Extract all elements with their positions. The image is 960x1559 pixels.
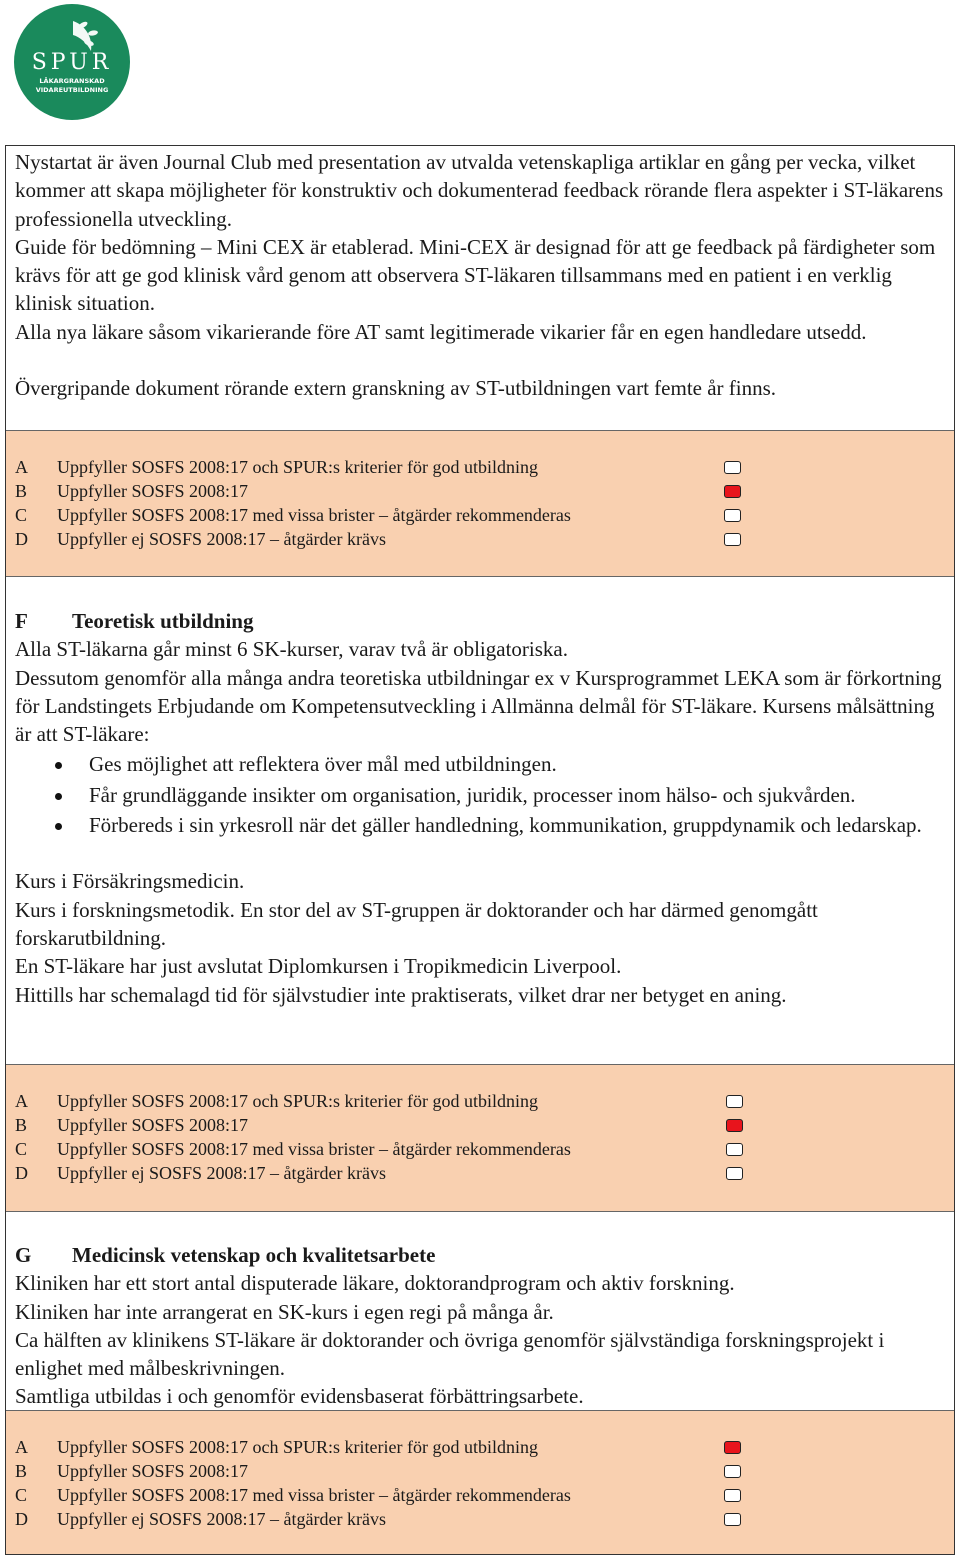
rating-row-b: B Uppfyller SOSFS 2008:17 [15,1459,954,1483]
svg-text:LÄKARGRANSKAD: LÄKARGRANSKAD [39,77,105,85]
checkbox-d[interactable] [724,533,741,546]
checkbox-d[interactable] [724,1513,741,1526]
rating-row-c: C Uppfyller SOSFS 2008:17 med vissa brister – åtgärder rekommenderas [15,503,954,527]
rating-row-d: D Uppfyller ej SOSFS 2008:17 – åtgärder krävs [15,527,954,551]
section-e-text [6,148,954,402]
paragraph: Alla ST-läkarna går minst 6 SK-kurser, varav två är obligatoriska. [15,637,568,662]
rating-row-a: A Uppfyller SOSFS 2008:17 och SPUR:s kriterier för god utbildning [15,1435,954,1459]
list-item: Förbereds i sin yrkesroll när det gäller handledning, kommunikation, gruppdynamik och ledarskap. [15,811,945,839]
bullet-list [15,750,945,839]
rating-row-a: A Uppfyller SOSFS 2008:17 och SPUR:s kriterier för god utbildning [15,1089,954,1113]
checkbox-b[interactable] [726,1119,743,1132]
rating-row-b: B Uppfyller SOSFS 2008:17 [15,479,954,503]
checkbox-c[interactable] [726,1143,743,1156]
paragraph: Övergripande dokument rörande extern granskning av ST-utbildningen vart femte år finns. [15,376,777,401]
checkbox-d[interactable] [726,1167,743,1180]
section-g [6,1241,954,1411]
rating-row-c: C Uppfyller SOSFS 2008:17 med vissa brister – åtgärder rekommenderas [15,1137,954,1161]
rating-block-e [6,430,954,577]
list-item: Ges möjlighet att reflektera över mål med utbildningen. [15,750,945,778]
rating-row-d: D Uppfyller ej SOSFS 2008:17 – åtgärder krävs [15,1507,954,1531]
svg-text:SPUR: SPUR [31,50,113,75]
checkbox-c[interactable] [724,509,741,522]
list-item: Får grundläggande insikter om organisation, juridik, processer inom hälso- och sjukvården. [15,781,945,809]
rating-block-f [6,1064,954,1212]
rating-block-g [6,1410,954,1554]
paragraph: Kliniken har inte arrangerat en SK-kurs i egen regi på många år. [15,1299,554,1324]
spur-logo [13,3,131,121]
checkbox-a[interactable] [726,1095,743,1108]
paragraph: Ca hälften av klinikens ST-läkare är doktorander och övriga genomför självständiga forskningsprojekt i enlighet med målbeskrivningen. [15,1327,885,1381]
paragraph: Nystartat är även Journal Club med presentation av utvalda vetenskapliga artiklar en gång per vecka, vilket kommer att skapa möjligheter för konstruktiv och dokumenterad feedback rörande flera aspekter i ST-läkarens professionella utveckling. [15,150,944,231]
paragraph: Hittills har schemalagd tid för självstudier inte praktiserats, vilket drar ner betyget en aning. [15,982,787,1007]
rating-row-d: D Uppfyller ej SOSFS 2008:17 – åtgärder krävs [15,1161,954,1185]
section-f [6,607,954,1009]
paragraph: Guide för bedömning – Mini CEX är etablerad. Mini-CEX är designad för att ge feedback på färdigheter som krävs för att ge god klinisk vård genom att observera ST-läkaren tillsammans med en patient i en verklig klinisk situation. [15,234,936,316]
section-f-heading: F Teoretisk utbildning [15,609,254,633]
paragraph: Kliniken har ett stort antal disputerade läkare, doktorandprogram och aktiv forskning. [15,1271,735,1296]
rating-row-a: A Uppfyller SOSFS 2008:17 och SPUR:s kriterier för god utbildning [15,455,954,479]
checkbox-b[interactable] [724,485,741,498]
paragraph: Alla nya läkare såsom vikarierande före AT samt legitimerade vikarier får en egen handledare utsedd. [15,319,867,344]
paragraph: Samtliga utbildas i och genomför evidensbaserat förbättringsarbete. [15,1384,584,1409]
rating-row-b: B Uppfyller SOSFS 2008:17 [15,1113,954,1137]
checkbox-a[interactable] [724,1441,741,1454]
paragraph: En ST-läkare har just avslutat Diplomkursen i Tropikmedicin Liverpool. [15,954,622,979]
paragraph: Kurs i forskningsmetodik. En stor del av ST-gruppen är doktorander och har därmed genomgått forskarutbildning. [15,897,818,950]
checkbox-b[interactable] [724,1465,741,1478]
paragraph: Dessutom genomför alla många andra teoretiska utbildningar ex v Kursprogrammet LEKA som är förkortning för Landstingets Erbjudande om Kompetensutveckling i Allmänna delmål för ST-läkare. Kursens målsättning är att ST-läkare: [15,665,942,747]
assessment-table [5,145,955,1555]
checkbox-a[interactable] [724,461,741,474]
svg-text:VIDAREUTBILDNING: VIDAREUTBILDNING [35,86,109,94]
rating-row-c: C Uppfyller SOSFS 2008:17 med vissa brister – åtgärder rekommenderas [15,1483,954,1507]
section-g-heading: G Medicinsk vetenskap och kvalitetsarbete [15,1243,436,1267]
paragraph: Kurs i Försäkringsmedicin. [15,869,245,894]
checkbox-c[interactable] [724,1489,741,1502]
